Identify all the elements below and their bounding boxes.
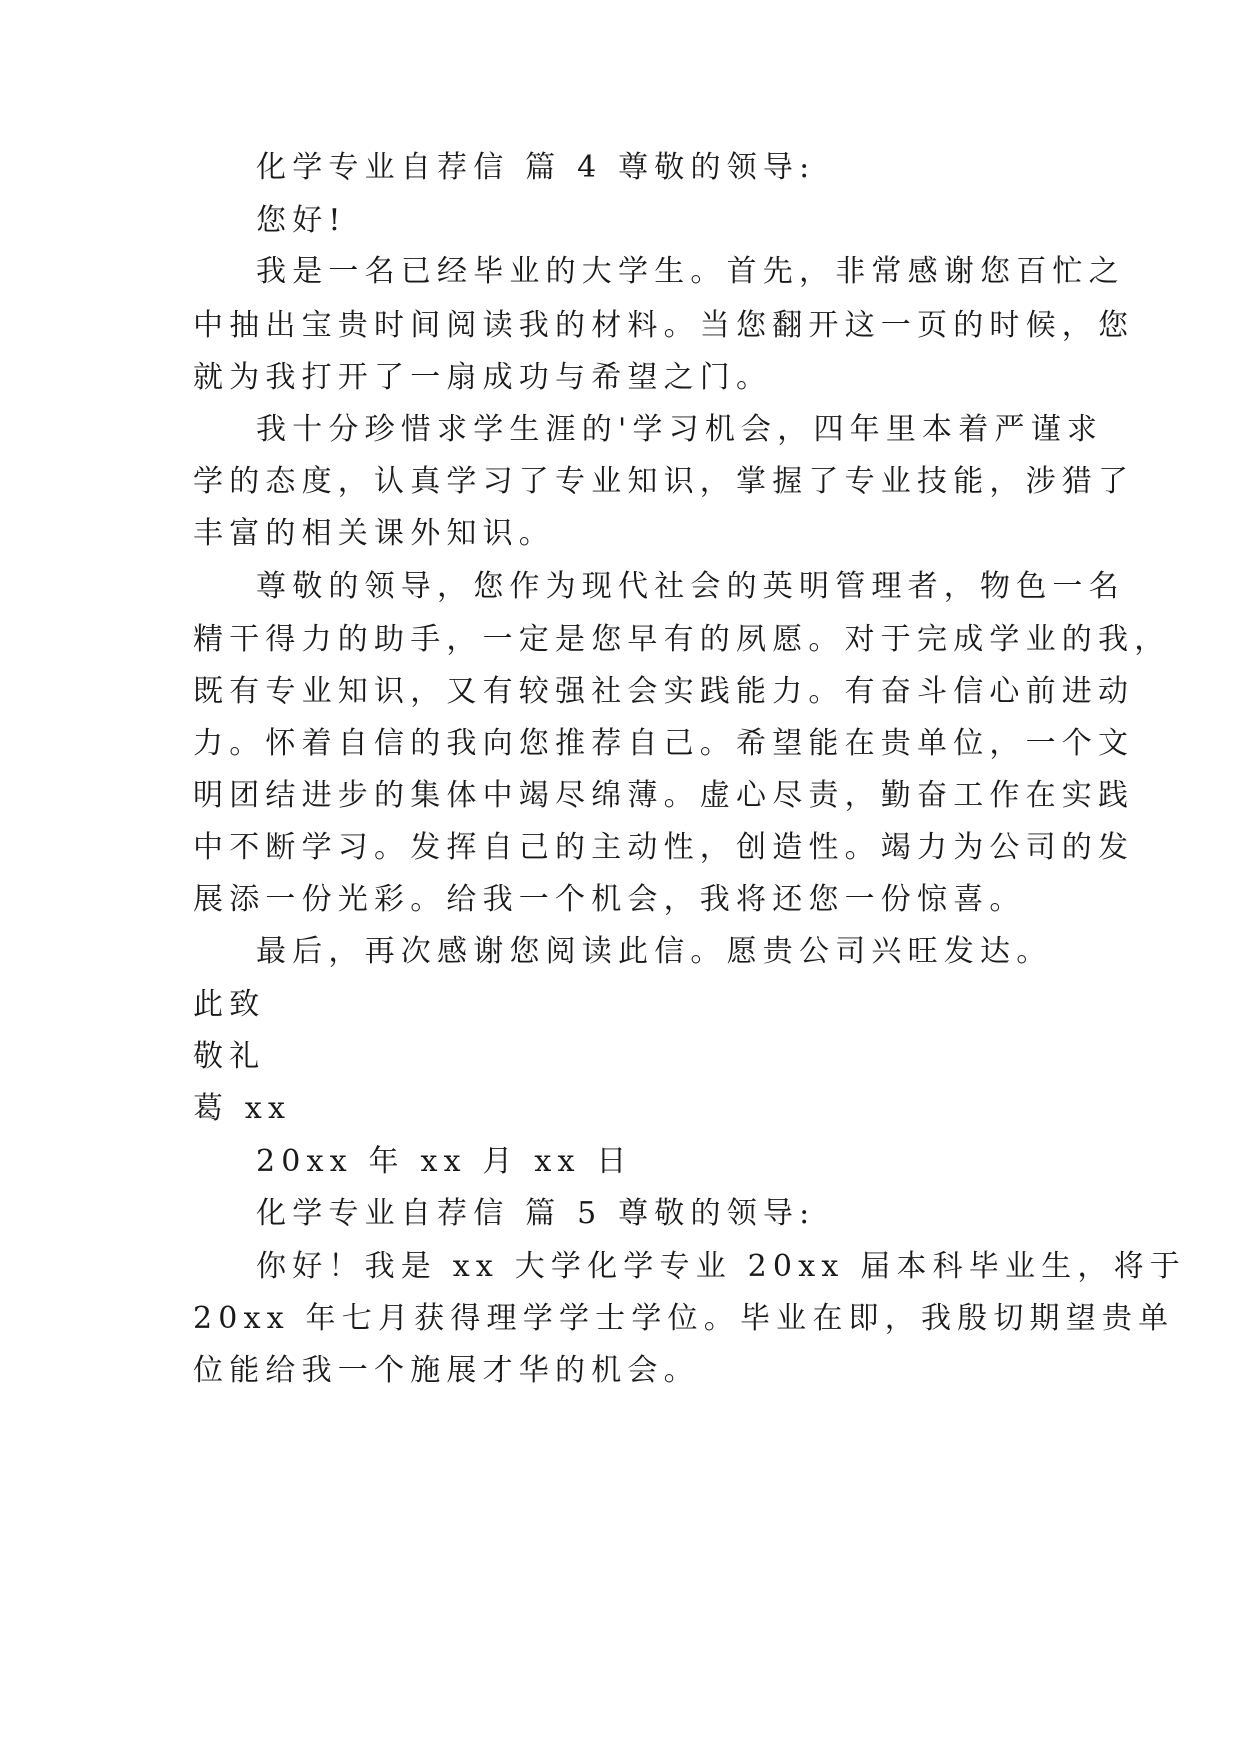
letter-date: 20xx 年 xx 月 xx 日 [256, 1144, 633, 1179]
paragraph-2-line-3: 丰富的相关课外知识。 [193, 516, 555, 551]
paragraph-4: 最后，再次感谢您阅读此信。愿贵公司兴旺发达。 [256, 934, 1053, 969]
paragraph-3-line-4: 力。怀着自信的我向您推荐自己。希望能在贵单位，一个文 [193, 726, 1135, 761]
letter-heading-5: 化学专业自荐信 篇 5 尊敬的领导: [256, 1196, 816, 1231]
paragraph-3-line-5: 明团结进步的集体中竭尽绵薄。虚心尽责，勤奋工作在实践 [193, 778, 1135, 813]
letter-heading-4: 化学专业自荐信 篇 4 尊敬的领导: [256, 150, 816, 185]
paragraph-1-line-1: 我是一名已经毕业的大学生。首先，非常感谢您百忙之 [256, 254, 1125, 289]
paragraph-5-line-3: 位能给我一个施展才华的机会。 [193, 1353, 700, 1388]
paragraph-2-line-2: 学的态度，认真学习了专业知识，掌握了专业技能，涉猎了 [193, 464, 1135, 499]
paragraph-1-line-2: 中抽出宝贵时间阅读我的材料。当您翻开这一页的时候，您 [193, 308, 1135, 343]
paragraph-2-line-1: 我十分珍惜求学生涯的'学习机会，四年里本着严谨求 [256, 412, 1104, 447]
paragraph-3-line-2: 精干得力的助手，一定是您早有的夙愿。对于完成学业的我， [193, 622, 1171, 657]
greeting-4: 您好! [256, 203, 347, 238]
paragraph-3-line-3: 既有专业知识，又有较强社会实践能力。有奋斗信心前进动 [193, 674, 1135, 709]
paragraph-3-line-1: 尊敬的领导，您作为现代社会的英明管理者，物色一名 [256, 569, 1125, 604]
paragraph-3-line-7: 展添一份光彩。给我一个机会，我将还您一份惊喜。 [193, 882, 1026, 917]
paragraph-1-line-3: 就为我打开了一扇成功与希望之门。 [193, 360, 773, 395]
paragraph-5-line-1: 你好！我是 xx 大学化学专业 20xx 届本科毕业生，将于 [256, 1249, 1186, 1284]
paragraph-3-line-6: 中不断学习。发挥自己的主动性，创造性。竭力为公司的发 [193, 830, 1135, 865]
closing-salutation-2: 敬礼 [193, 1039, 266, 1074]
signature-name: 葛 xx [193, 1091, 292, 1126]
paragraph-5-line-2: 20xx 年七月获得理学学士学位。毕业在即，我殷切期望贵单 [193, 1301, 1175, 1336]
closing-salutation-1: 此致 [193, 987, 266, 1022]
